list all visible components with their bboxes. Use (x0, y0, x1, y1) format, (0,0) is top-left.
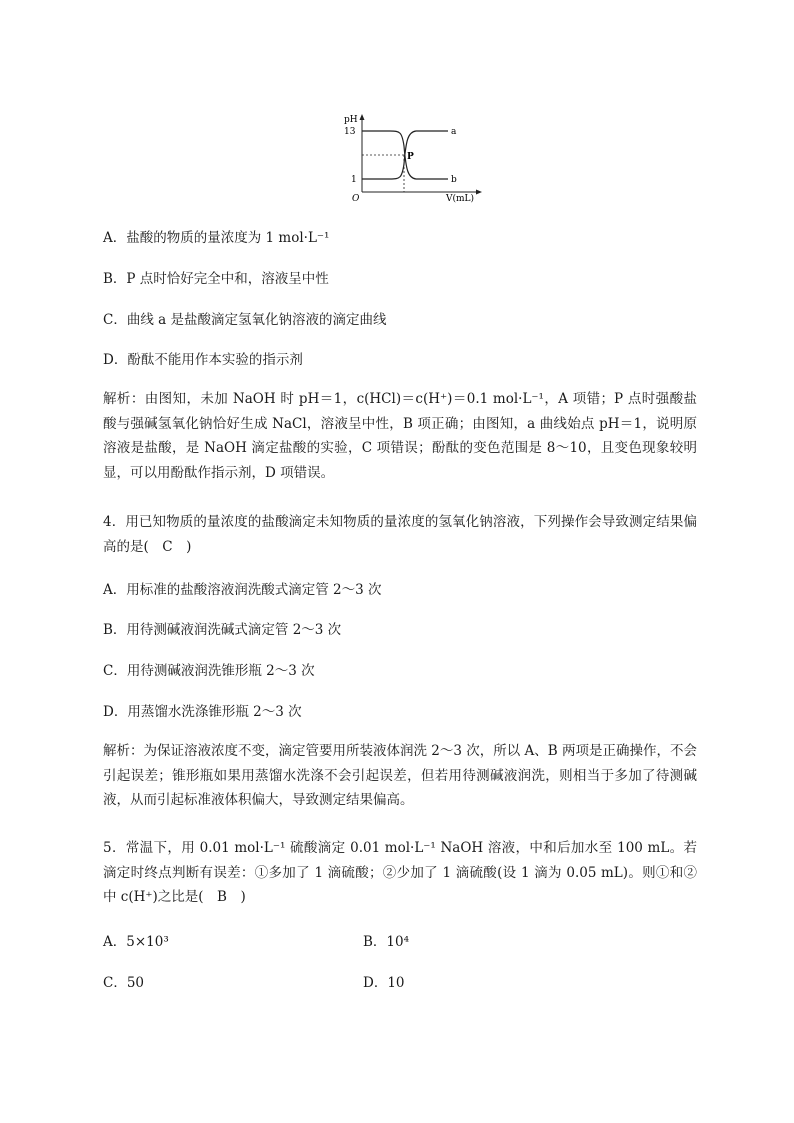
q4-option-c: C．用待测碱液润洗锥形瓶 2～3 次 (103, 663, 315, 679)
q3-analysis-text: 解析：由图知，未加 NaOH 时 pH＝1，c(HCl)＝c(H⁺)＝0.1 mol·L⁻¹，A 项错；P 点时强酸盐酸与强碱氢氧化钠恰好生成 NaCl，溶液呈中性，B 项正确；由图知，a 曲线始点 pH＝1，说明原溶液是盐酸，是 NaOH 滴定盐酸的实验，C 项错误；酚酞的变色范围是 8～10，且变色现象较明显，可以用酚酞作指示剂，D 项错误。 (103, 391, 697, 481)
q5-option-c: C．50 (103, 975, 145, 991)
curve-a-label: a (451, 127, 457, 137)
q4-stem (103, 510, 697, 559)
q3-option-d: D．酚酞不能用作本实验的指示剂 (103, 352, 303, 368)
q4-option-b: B．用待测碱液润洗碱式滴定管 2～3 次 (103, 622, 342, 638)
q5-stem (103, 836, 697, 910)
y-axis-arrow (360, 114, 365, 120)
q5-option-d: D．10 (363, 975, 405, 991)
q4-analysis (103, 739, 697, 813)
q5-stem-text: 5．常温下，用 0.01 mol·L⁻¹ 硫酸滴定 0.01 mol·L⁻¹ NaOH 溶液，中和后加水至 100 mL。若滴定时终点判断有误差：①多加了 1 滴硫酸；②少加了 1 滴硫酸(设 1 滴为 0.05 mL)。则①和②中 c(H⁺)之比是( B ) (103, 840, 697, 905)
q3-analysis (103, 387, 697, 485)
titration-curve-figure (338, 112, 488, 204)
q3-option-a: A．盐酸的物质的量浓度为 1 mol·L⁻¹ (103, 230, 330, 246)
y-tick-1: 1 (351, 175, 357, 185)
curve-b-label: b (451, 175, 457, 185)
q4-stem-text: 4．用已知物质的量浓度的盐酸滴定未知物质的量浓度的氢氧化钠溶液，下列操作会导致测定结果偏高的是( C ) (103, 514, 697, 555)
q4-option-a: A．用标准的盐酸溶液润洗酸式滴定管 2～3 次 (103, 582, 382, 598)
y-tick-13: 13 (344, 127, 356, 137)
q3-option-b: B．P 点时恰好完全中和，溶液呈中性 (103, 271, 329, 287)
point-p-label: P (407, 152, 414, 162)
y-axis-label: pH (344, 115, 358, 125)
q5-option-b: B．10⁴ (363, 934, 410, 950)
q3-option-c: C．曲线 a 是盐酸滴定氢氧化钠溶液的滴定曲线 (103, 312, 387, 328)
q4-analysis-text: 解析：为保证溶液浓度不变，滴定管要用所装液体润洗 2～3 次，所以 A、B 两项是正确操作，不会引起误差；锥形瓶如果用蒸馏水洗涤不会引起误差，但若用待测碱液润洗，则相当于多加了待测碱液，从而引起标准液体积偏大，导致测定结果偏高。 (103, 743, 698, 808)
origin-label: O (352, 194, 360, 204)
x-axis-label: V(mL) (446, 194, 475, 204)
x-axis-arrow (476, 190, 482, 195)
q4-option-d: D．用蒸馏水洗涤锥形瓶 2～3 次 (103, 704, 302, 720)
q5-option-a: A．5×10³ (103, 934, 169, 950)
